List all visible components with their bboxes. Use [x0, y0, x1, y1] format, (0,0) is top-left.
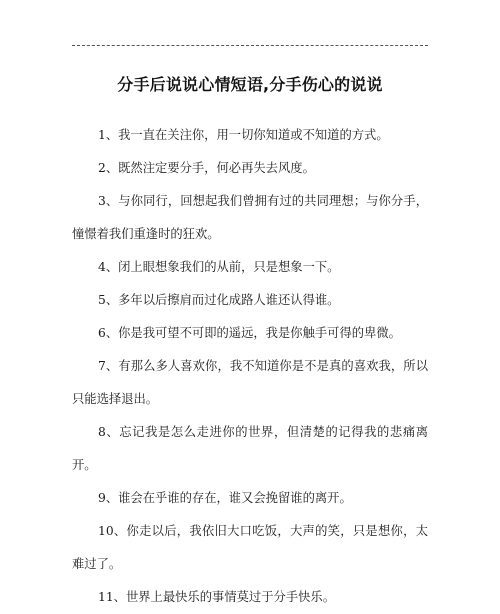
list-item: 11、世界上最快乐的事情莫过于分手快乐。: [98, 590, 335, 604]
list-item: 9、谁会在乎谁的存在，谁又会挽留谁的离开。: [98, 491, 352, 505]
list-item: 8、忘记我是怎么走进你的世界，但清楚的记得我的悲痛离开。: [72, 425, 428, 472]
list-item: 1、我一直在关注你，用一切你知道或不知道的方式。: [98, 128, 389, 142]
list-item: 10、你走以后，我依旧大口吃饭，大声的笑，只是想你，太难过了。: [72, 524, 428, 571]
item-list: [72, 119, 428, 614]
list-item: 2、既然注定要分手，何必再失去风度。: [98, 161, 315, 175]
header-divider: [72, 45, 428, 46]
list-item: 4、闭上眼想象我们的从前，只是想象一下。: [98, 260, 340, 274]
list-item: 7、有那么多人喜欢你，我不知道你是不是真的喜欢我，所以只能选择退出。: [72, 359, 428, 406]
list-item: 6、你是我可望不可即的遥远，我是你触手可得的卑微。: [98, 326, 401, 340]
list-item: 5、多年以后擦肩而过化成路人谁还认得谁。: [98, 293, 340, 307]
page-title: 分手后说说心情短语,分手伤心的说说: [117, 75, 383, 94]
list-item: 3、与你同行，回想起我们曾拥有过的共同理想；与你分手，憧憬着我们重逢时的狂欢。: [72, 194, 428, 241]
